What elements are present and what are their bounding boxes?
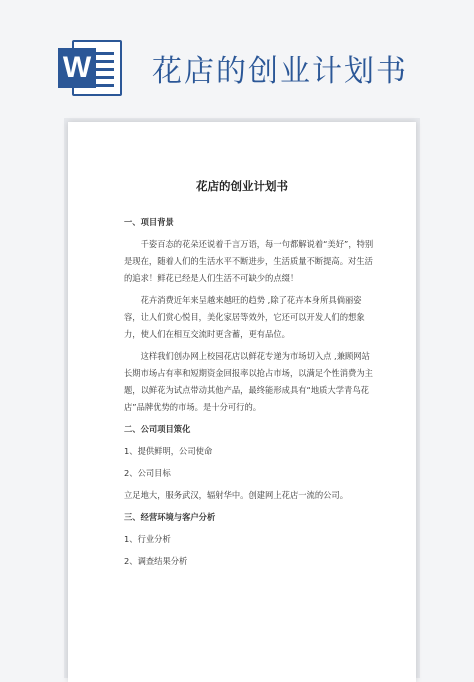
- section-heading: 二、公司项目策化: [124, 424, 191, 434]
- header: [0, 0, 474, 110]
- header-title: 花店的创业计划书: [152, 54, 408, 89]
- document-body: [124, 214, 374, 575]
- paragraph: 花卉消费近年来呈越来越旺的趋势 ,除了花卉本身所具倘丽姿容，让人们赏心悦目，美化家居等效外，它还可以开发人们的想象力，使人们在相互交流时更含蓄，更有品位。: [124, 295, 365, 339]
- document-title: 花店的创业计划书: [196, 179, 288, 193]
- word-logo-letter: W: [58, 48, 96, 88]
- paragraph: 立足地大，服务武汉，辐射华中。创建网上花店一流的公司。: [124, 490, 349, 500]
- list-item: 2、调查结果分析: [124, 556, 188, 566]
- list-item: 1、行业分析: [124, 534, 171, 544]
- section-heading: 三、经营环境与客户分析: [124, 512, 216, 522]
- paragraph: 千姿百态的花朵还说着千言万语，每一句都解说着“美好”，特别是现在，随着人们的生活水平不断进步，生活质量不断提高。对生活的追求！鲜花已经是人们生活不可缺少的点缀！: [124, 239, 374, 283]
- section-heading: 一、项目背景: [124, 217, 174, 227]
- document-page[interactable]: [68, 122, 416, 682]
- paragraph: 这样我们创办网上校园花店以鲜花专递为市场切入点 ,兼顾网站长期市场占有率和短期资金回报率以抢占市场，以满足个性消费为主题，以鲜花为试点带动其他产品，最终能形成具有“地质大学青鸟花店”品牌优势的市场。是十分可行的。: [124, 351, 373, 412]
- list-item: 1、提供鲜明，公司使命: [124, 446, 213, 456]
- word-document-icon: [58, 40, 124, 96]
- list-item: 2、公司目标: [124, 468, 171, 478]
